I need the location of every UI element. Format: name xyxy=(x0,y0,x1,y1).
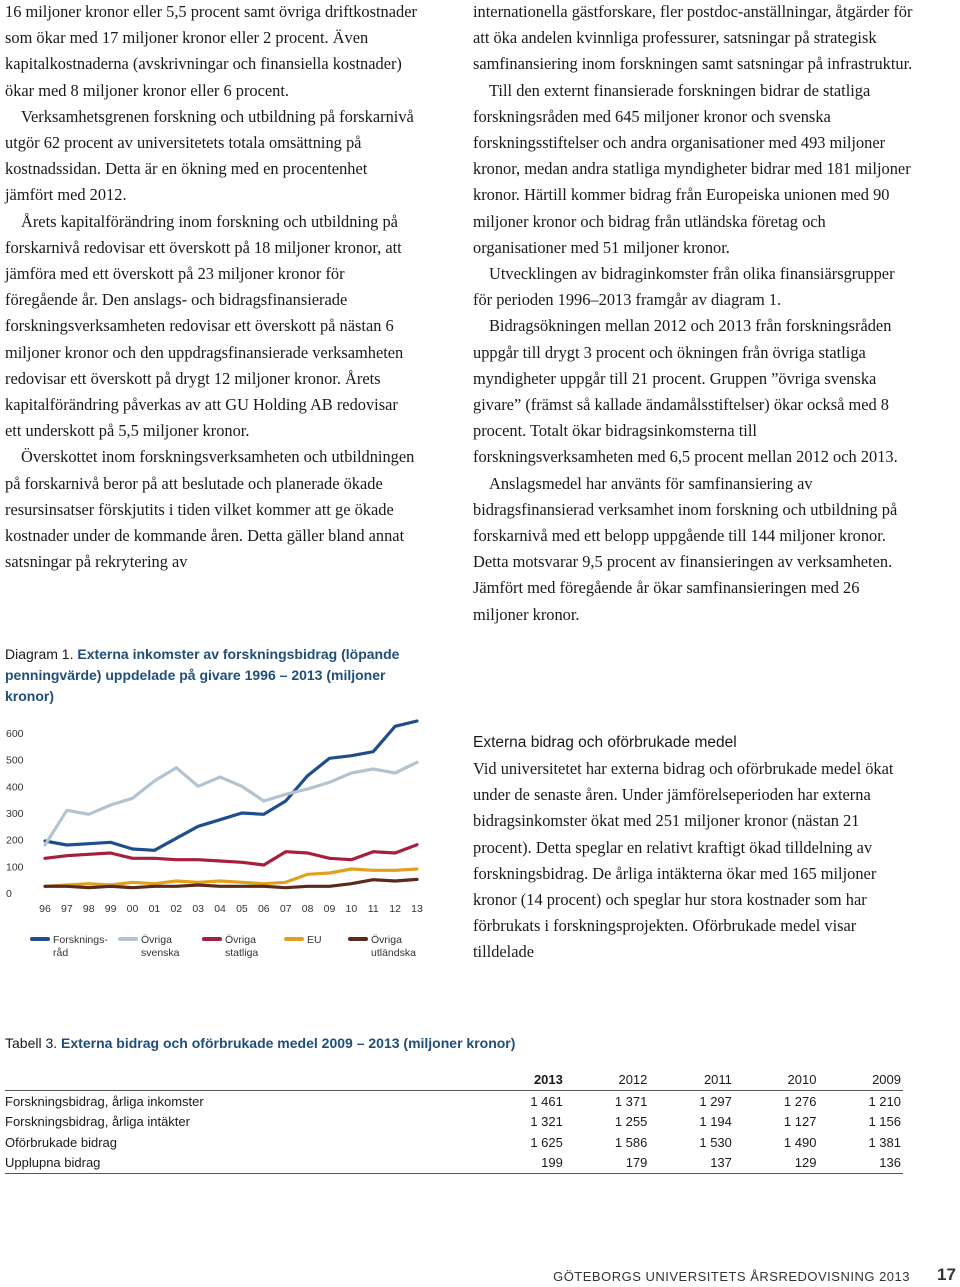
x-tick-label: 00 xyxy=(126,903,139,915)
x-tick-label: 96 xyxy=(39,903,51,915)
legend-label: Övriga utländska xyxy=(371,934,416,959)
paragraph: Anslagsmedel har använts för samfinansiering av bidragsfinansierad verksamhet inom forskning och utbildning på forskarnivå med ett belopp uppgående till 144 miljoner kronor. Detta motsvarar 9,5 procent av finansieringen av verksamheten. Jämfört med föregående år ökar samfinansieringen med 26 miljoner kronor. xyxy=(473,473,898,624)
table-cell: Forskningsbidrag, årliga intäkter xyxy=(5,1114,190,1130)
table-cell: 1 321 xyxy=(530,1114,563,1130)
paragraph: Årets kapitalförändring inom forskning och utbildning på forskarnivå redovisar ett överskott på 18 miljoner kronor, att jämföra med ett överskott på 23 miljoner kronor för föregående år. Den anslags- och bidragsfinansierade forskningsverksamheten redovisar ett överskott på nästan 6 miljoner kronor och den uppdragsfinansierade verksamheten redovisar ett överskott på drygt 12 miljoner kronor. Årets kapitalförändring påverkas av att GU Holding AB redovisar ett underskott på 5,5 miljoner kronor. xyxy=(5,211,404,441)
data-table xyxy=(5,1068,903,1174)
table-cell: 1 461 xyxy=(530,1093,563,1109)
legend-label: Övriga statliga xyxy=(225,934,259,959)
table-header-row xyxy=(5,1068,903,1091)
table-header-cell: 2009 xyxy=(818,1068,903,1091)
table-cell: 129 xyxy=(734,1153,819,1174)
y-tick-label: 500 xyxy=(6,754,24,767)
table-cell: 1 127 xyxy=(783,1114,817,1130)
diagram-caption xyxy=(5,644,425,707)
table-cell: 1 586 xyxy=(614,1134,648,1150)
x-tick-label: 08 xyxy=(301,903,314,915)
x-tick-label: 09 xyxy=(323,903,336,915)
paragraph: Utvecklingen av bidraginkomster från olika finansiärsgrupper för perioden 1996–2013 framgår av diagram 1. xyxy=(473,264,895,310)
legend-label: Övriga svenska xyxy=(141,934,180,959)
series-line xyxy=(45,845,417,865)
table-title: Externa bidrag och oförbrukade medel 2009 – 2013 (miljoner kronor) xyxy=(61,1035,516,1051)
right-section xyxy=(473,734,913,966)
right-text-column xyxy=(473,0,913,628)
line-chart xyxy=(0,715,440,975)
x-tick-label: 97 xyxy=(61,903,73,915)
table-cell: Forskningsbidrag, årliga inkomster xyxy=(5,1093,204,1109)
x-tick-label: 05 xyxy=(236,903,248,915)
x-tick-label: 01 xyxy=(148,903,161,915)
x-tick-label: 03 xyxy=(192,903,205,915)
y-tick-label: 200 xyxy=(6,834,24,847)
x-tick-label: 99 xyxy=(104,903,117,915)
legend-label: EU xyxy=(307,934,322,946)
table-header-cell: 2011 xyxy=(649,1068,734,1091)
table-row xyxy=(5,1132,903,1153)
x-tick-label: 98 xyxy=(82,903,95,915)
table-cell: 1 210 xyxy=(868,1093,901,1109)
series-line xyxy=(45,869,417,886)
paragraph: Överskottet inom forskningsverksamheten och utbildningen på forskarnivå beror på att beslutade och planerade ökade resursinsatser förskjutits i tiden vilket kommer att ge ökade kostnader under de kommande åren. Detta gäller bland annat satsningar på rekrytering av xyxy=(5,447,415,572)
table-cell: 1 625 xyxy=(530,1134,563,1150)
table-row xyxy=(5,1153,903,1174)
table-cell: Oförbrukade bidrag xyxy=(5,1134,118,1150)
y-tick-label: 0 xyxy=(6,888,12,900)
table-cell: 1 297 xyxy=(699,1093,732,1109)
paragraph: Bidragsökningen mellan 2012 och 2013 från forskningsråden uppgår till drygt 3 procent och ökningen från övriga statliga myndigheter uppgår till 21 procent. Gruppen ”övriga svenska givare” (främst så kallade ändamålsstiftelser) ökar också med 8 procent. Totalt ökar bidragsinkomsterna till forskningsverksamheten med 6,5 procent mellan 2012 och 2013. xyxy=(473,316,898,467)
table-caption xyxy=(5,1035,515,1051)
table-cell: 199 xyxy=(480,1153,565,1174)
x-tick-label: 11 xyxy=(367,903,379,915)
paragraph: 16 miljoner kronor eller 5,5 procent samt övriga driftkostnader som ökar med 17 miljoner kronor eller 2 procent. Även kapitalkostnaderna (avskrivningar och finansiella kostnader) ökar med 8 miljoner kronor eller 6 procent. xyxy=(5,2,417,100)
table-header-cell: 2012 xyxy=(565,1068,650,1091)
paragraph: Till den externt finansierade forskningen bidrar de statliga forskningsråden med 645 miljoner kronor och svenska forskningsstiftelser och andra organisationer med 493 miljoner kronor, medan andra statliga myndigheter bidrar med 181 miljoner kronor. Härtill kommer bidrag från Europeiska unionen med 90 miljoner kronor och bidrag från utländska företag och organisationer med 51 miljoner kronor. xyxy=(473,80,911,257)
x-tick-label: 02 xyxy=(170,903,183,915)
diagram-title: Externa inkomster av forskningsbidrag (löpande penningvärde) uppdelade på givare 1996 – 2013 (miljoner kronor) xyxy=(5,646,400,704)
table-cell: 1 276 xyxy=(783,1093,817,1109)
y-tick-label: 400 xyxy=(6,781,24,794)
table-cell: 1 371 xyxy=(614,1093,648,1109)
table-cell: 179 xyxy=(565,1153,650,1174)
table-cell: 137 xyxy=(649,1153,734,1174)
table-cell: 1 530 xyxy=(699,1134,732,1150)
table-row xyxy=(5,1091,903,1112)
y-tick-label: 600 xyxy=(6,728,24,740)
table-cell: 1 156 xyxy=(868,1114,901,1130)
table-header-cell xyxy=(5,1068,480,1091)
left-text-column xyxy=(5,0,418,575)
x-tick-label: 07 xyxy=(279,903,292,915)
y-tick-label: 100 xyxy=(6,861,24,874)
y-tick-label: 300 xyxy=(6,808,24,820)
legend-label: Forsknings-råd xyxy=(53,934,108,959)
x-tick-label: 06 xyxy=(257,903,270,915)
table-number: Tabell 3. xyxy=(5,1035,58,1051)
section-heading: Externa bidrag och oförbrukade medel xyxy=(473,734,737,751)
x-tick-label: 04 xyxy=(214,903,226,915)
diagram-number: Diagram 1. xyxy=(5,646,74,662)
table-cell: 136 xyxy=(818,1153,903,1174)
table-cell: 1 490 xyxy=(783,1134,817,1150)
paragraph: Verksamhetsgrenen forskning och utbildning på forskarnivå utgör 62 procent av universitetets totala omsättning på kostnadssidan. Detta är en ökning med en procentenhet jämfört med 2012. xyxy=(5,106,414,205)
table-header-cell: 2010 xyxy=(734,1068,819,1091)
table-cell: 1 255 xyxy=(614,1114,648,1130)
paragraph: Vid universitetet har externa bidrag och oförbrukade medel ökat under de senaste åren. Under jämförelseperioden har externa bidragsinkomster ökat med 251 miljoner kronor (nästan 21 procent). Detta speglar en relativt kraftigt ökad tilldelning av forskningsbidrag. De årliga intäkterna ökar med 165 miljoner kronor (14 procent) och speglar hur stora kostnader som har förbrukats i forskningsprojekten. Oförbrukade medel visar tilldelade xyxy=(473,759,894,962)
page-number: 17 xyxy=(937,1265,956,1284)
table-cell: 1 194 xyxy=(699,1114,732,1130)
series-line xyxy=(45,721,417,850)
page-footer: GÖTEBORGS UNIVERSITETS ÅRSREDOVISNING 2013 xyxy=(553,1269,910,1284)
x-tick-label: 10 xyxy=(345,903,358,915)
series-line xyxy=(45,762,417,845)
x-tick-label: 12 xyxy=(389,903,401,915)
table-row xyxy=(5,1112,903,1133)
paragraph: internationella gästforskare, fler postdoc-anställningar, åtgärder för att öka andelen kvinnliga professurer, satsningar på strategisk samfinansiering inom forskningen samt satsningar på infrastruktur. xyxy=(473,2,913,74)
table-cell: 1 381 xyxy=(868,1134,901,1150)
x-tick-label: 13 xyxy=(411,903,423,915)
table-cell: Upplupna bidrag xyxy=(5,1153,480,1174)
table-header-cell: 2013 xyxy=(480,1068,565,1091)
